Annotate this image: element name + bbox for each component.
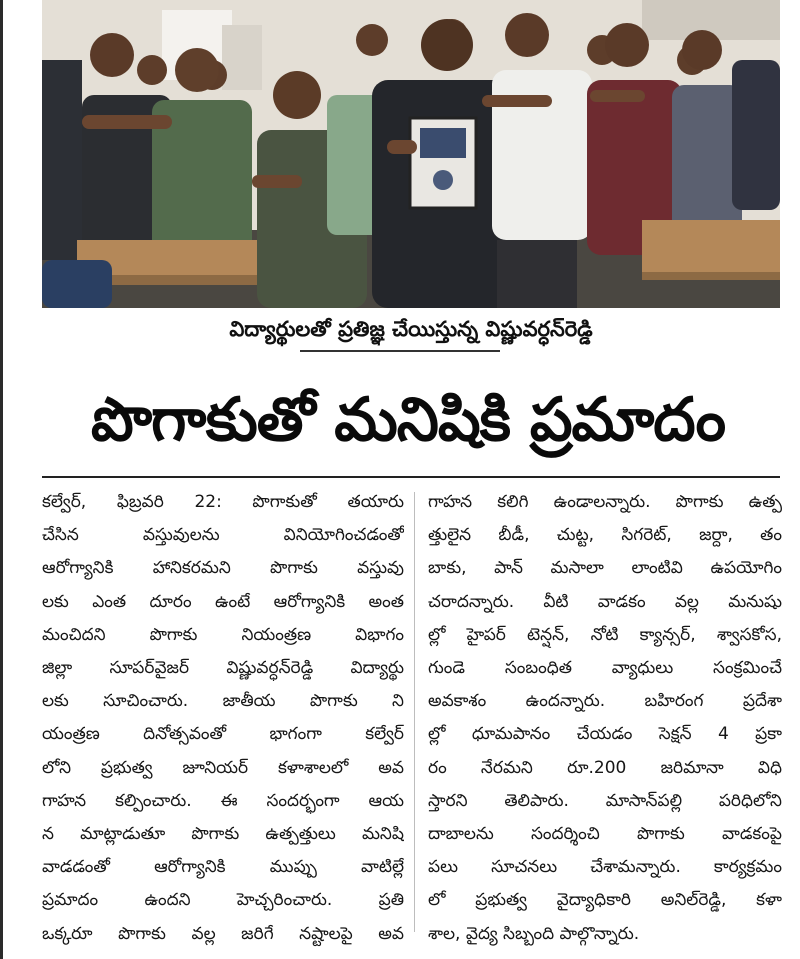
article-line: చరాదన్నారు. వీటి వాడకం వల్ల మనుషు xyxy=(428,591,782,612)
article-line: స్తారని తెలిపారు. మాసాన్‌పల్లి పరిధిలోని xyxy=(428,790,782,811)
article-line: లకు సూచించారు. జాతీయ పొగాకు ని xyxy=(42,691,404,712)
article-line: మంచిదని పొగాకు నియంత్రణ విభాగం xyxy=(42,624,404,645)
article-line: ల్లో ధూమపానం చేయడం సెక్షన్ 4 ప్రకా xyxy=(428,724,782,745)
article-line: గాహన కల్పించారు. ఈ సందర్భంగా ఆయ xyxy=(42,790,404,811)
page-edge-rule xyxy=(0,0,3,959)
column-separator xyxy=(414,492,415,932)
article-line: లకు ఎంత దూరం ఉంటే ఆరోగ్యానికి అంత xyxy=(42,591,404,612)
news-photo xyxy=(42,0,780,308)
article-line: లో ప్రభుత్వ వైద్యాధికారి అనిల్‌రెడ్డి, కళా xyxy=(428,890,782,911)
article-line: గాహన కలిగి ఉండాలన్నారు. పొగాకు ఉత్ప xyxy=(428,492,782,512)
article-line: పలు సూచనలు చేశామన్నారు. కార్యక్రమం xyxy=(428,857,782,878)
article-line: ఒక్కరూ పొగాకు వల్ల జరిగే నష్టాలపై అవ xyxy=(42,923,404,944)
article-line: జిల్లా సూపర్‌వైజర్ విష్ణువర్ధన్‌రెడ్డి విద్యార్థు xyxy=(42,658,404,679)
article-column-right xyxy=(428,486,782,951)
article-line: ల్లో హైపర్ టెన్షన్, నోటి క్యాన్సర్, శ్వాసకోస, xyxy=(428,624,782,645)
group-photo-icon xyxy=(42,0,780,308)
article-line: చేసిన వస్తువులను వినియోగించడంతో xyxy=(42,525,404,546)
article-line: బాకు, పాన్ మసాలా లాంటివి ఉపయోగిం xyxy=(428,558,782,579)
article-line: వాడడంతో ఆరోగ్యానికి ముప్పు వాటిల్లే xyxy=(42,857,404,878)
caption-underline xyxy=(300,350,500,352)
article-line: త్తులైన బీడీ, చుట్ట, సిగరెట్, జర్దా, తం xyxy=(428,525,782,546)
article-line: శాల, వైద్య సిబ్బంది పాల్గొన్నారు. xyxy=(428,923,640,944)
article-line: కల్వేర్, ఫిబ్రవరి 22: పొగాకుతో తయారు xyxy=(42,492,404,512)
article-line: న మాట్లాడుతూ పొగాకు ఉత్పత్తులు మనిషి xyxy=(42,824,404,845)
photo-caption: విద్యార్థులతో ప్రతిజ్ఞ చేయిస్తున్న విష్ణువర్ధన్‌రెడ్డి xyxy=(229,317,593,341)
article-line: యంత్రణ దినోత్సవంతో భాగంగా కల్వేర్ xyxy=(42,724,404,745)
article-line: దాబాలను సందర్శించి పొగాకు వాడకంపై xyxy=(428,824,782,845)
article-line: ఆరోగ్యానికి హానికరమని పొగాకు వస్తువు xyxy=(42,558,404,579)
article-line: గుండె సంబంధిత వ్యాధులు సంక్రమించే xyxy=(428,658,782,679)
article-line: లోని ప్రభుత్వ జూనియర్ కళాశాలలో అవ xyxy=(42,757,404,778)
headline: పొగాకుతో మనిషికి ప్రమాదం xyxy=(90,385,726,455)
article-column-left xyxy=(42,486,404,951)
article-line: ప్రమాదం ఉందని హెచ్చరించారు. ప్రతి xyxy=(42,890,404,911)
article-line: రం నేరమని రూ.200 జరిమానా విధి xyxy=(428,757,782,778)
headline-divider xyxy=(42,476,780,478)
article-line: అవకాశం ఉందన్నారు. బహిరంగ ప్రదేశా xyxy=(428,691,782,712)
